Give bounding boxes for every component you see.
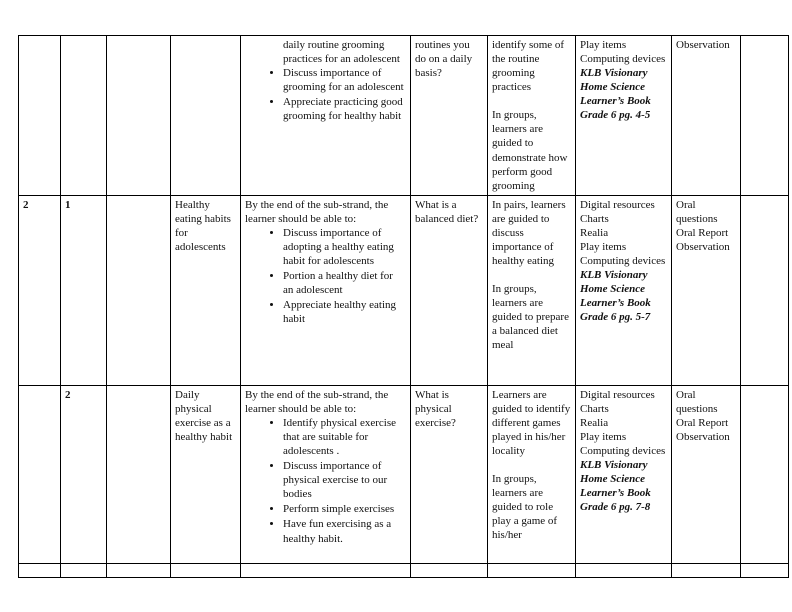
spare-cell [107,385,171,563]
outcome-item: • Discuss importance of grooming for an adolescent [283,66,406,94]
resource-book-reference: KLB Visionary Home Science Learner’s Book Grade 6 pg. 5-7 [580,269,651,324]
outcome-item: • Identify physical exercise that are suitable for adolescents . [283,416,406,458]
lesson-cell: 2 [61,385,107,563]
assessment-item: Observation [676,39,730,51]
outcome-item: • Perform simple exercises [283,502,406,516]
inquiry-cell: What is a balanced diet? [411,195,488,385]
assessment-item: Oral questions [676,388,718,415]
outcomes-list [245,66,406,123]
experience-paragraph: Learners are guided to identify different games played in his/her locality [492,388,571,458]
outcome-item: • Discuss importance of adopting a healthy eating habit for adolescents [283,226,406,268]
table-row [19,195,789,385]
resource-item: Charts [580,402,609,415]
lesson-cell [61,563,107,577]
experience-paragraph: In groups, learners are guided to role play a game of his/her [492,473,558,542]
substrand-cell [171,36,241,196]
resource-item: Play items [580,39,627,51]
resources-cell [576,36,672,196]
assessment-cell [672,563,741,577]
lesson-cell: 1 [61,195,107,385]
resource-book-reference: KLB Visionary Home Science Learner’s Book Grade 6 pg. 7-8 [580,459,651,514]
outcomes-list [245,416,406,546]
substrand-cell [171,563,241,577]
spare-cell [107,36,171,196]
substrand-cell: Healthy eating habits for adolescents [171,195,241,385]
assessment-item: Oral questions [676,198,718,225]
scheme-of-work-table [18,35,789,578]
assessment-item: Oral Report [676,226,729,239]
resource-item: Realia [580,226,609,239]
assessment-item: Observation [676,431,730,444]
outcome-item: • Appreciate healthy eating habit [283,298,406,326]
outcomes-lead-text: By the end of the sub-strand, the learner should be able to: [245,198,389,225]
resource-item: Realia [580,416,609,429]
outcome-item: • Have fun exercising as a healthy habit. [283,517,406,545]
outcomes-list [245,226,406,327]
resource-item: Play items [580,431,627,444]
resource-item: Computing devices [580,53,666,66]
inquiry-cell [411,563,488,577]
resource-item: Computing devices [580,255,666,268]
resources-cell [576,195,672,385]
experiences-cell [488,36,576,196]
outcomes-cell [241,385,411,563]
table-row [19,36,789,196]
spare-cell [107,195,171,385]
end-cell [741,195,789,385]
inquiry-cell: routines you do on a daily basis? [411,36,488,196]
end-cell [741,385,789,563]
week-cell [19,36,61,196]
end-cell [741,36,789,196]
assessment-item: Oral Report [676,416,729,429]
experience-paragraph: In pairs, learners are guided to discuss importance of healthy eating [492,198,566,268]
resources-cell [576,563,672,577]
outcomes-lead-text: By the end of the sub-strand, the learner should be able to: [245,388,389,415]
inquiry-cell: What is physical exercise? [411,385,488,563]
experience-paragraph: In groups, learners are guided to prepare a balanced diet meal [492,283,569,352]
lesson-cell [61,36,107,196]
assessment-cell [672,195,741,385]
experiences-cell [488,563,576,577]
assessment-item: Observation [676,241,730,254]
resource-item: Computing devices [580,445,666,458]
outcome-item: • Portion a healthy diet for an adolescent [283,269,406,297]
table-row [19,563,789,577]
resource-item: Digital resources [580,198,655,211]
table-row [19,385,789,563]
spare-cell [107,563,171,577]
resource-book-reference: KLB Visionary Home Science Learner’s Book Grade 6 pg. 4-5 [580,67,651,122]
experience-paragraph: In groups, learners are guided to demonstrate how perform good grooming [492,109,568,192]
outcomes-cell [241,563,411,577]
resource-item: Digital resources [580,388,655,401]
experience-paragraph: identify some of the routine grooming practices [492,39,565,94]
experiences-cell [488,195,576,385]
substrand-cell: Daily physical exercise as a healthy habit [171,385,241,563]
outcome-item: • Appreciate practicing good grooming for healthy habit [283,95,406,123]
assessment-cell [672,36,741,196]
outcome-continuation-text: daily routine grooming practices for an adolescent [283,39,400,66]
assessment-cell [672,385,741,563]
resources-cell [576,385,672,563]
week-cell [19,563,61,577]
end-cell [741,563,789,577]
resource-item: Charts [580,212,609,225]
outcomes-cell [241,195,411,385]
week-cell [19,385,61,563]
outcomes-cell [241,36,411,196]
experiences-cell [488,385,576,563]
week-cell: 2 [19,195,61,385]
outcome-item: • Discuss importance of physical exercise to our bodies [283,459,406,501]
resource-item: Play items [580,241,627,254]
